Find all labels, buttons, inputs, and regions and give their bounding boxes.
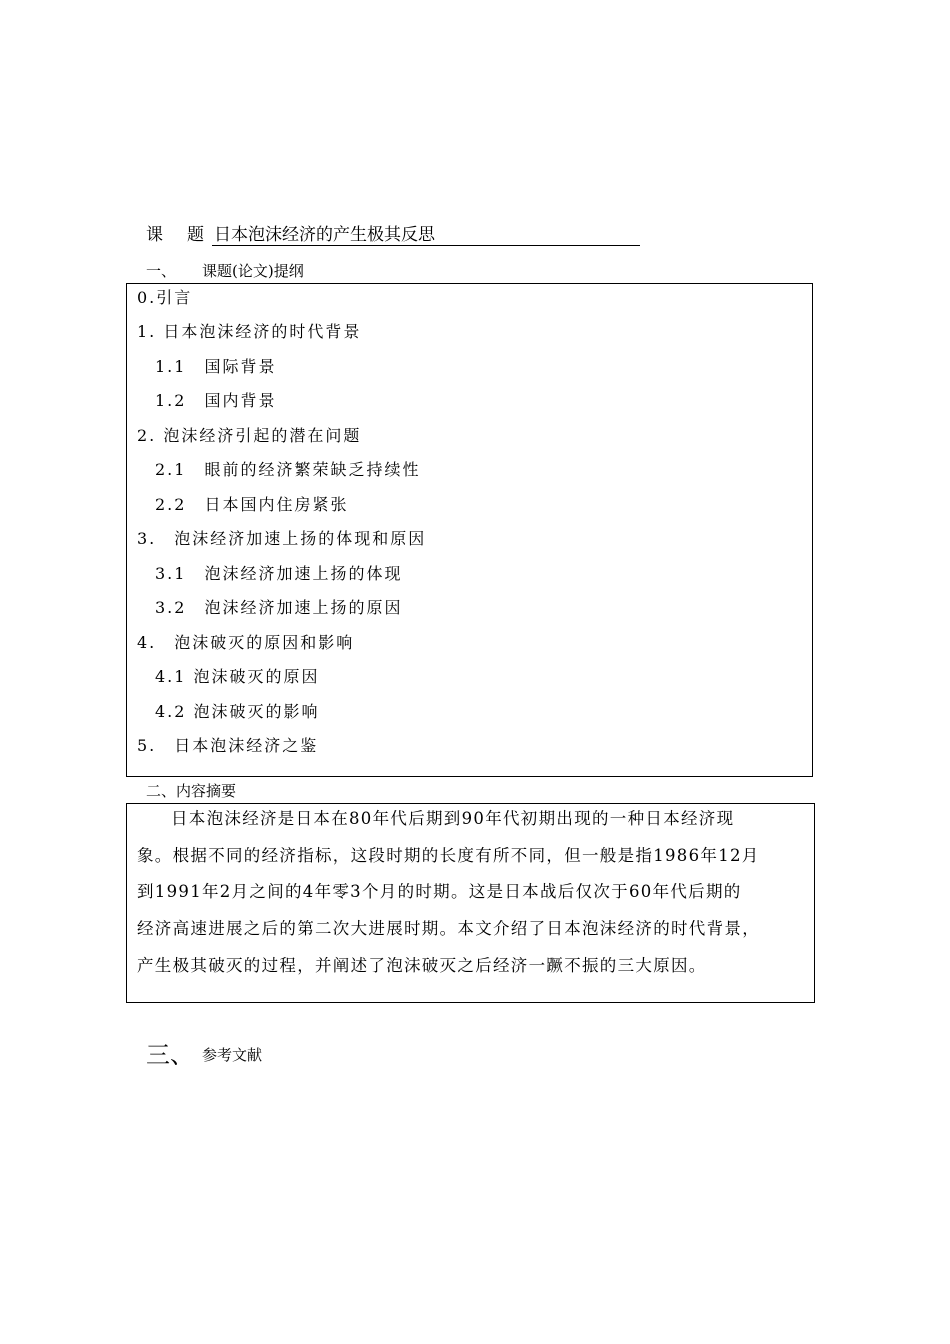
outline-item: 1.1 国际背景: [155, 357, 277, 376]
outline-item: 3. 泡沫经济加速上扬的体现和原因: [137, 529, 427, 548]
abstract-line: 到1991年2月之间的4年零3个月的时期。这是日本战后仅次于60年代后期的: [137, 882, 742, 901]
abstract-line: 产生极其破灭的过程，并阐述了泡沫破灭之后经济一蹶不振的三大原因。: [137, 956, 707, 975]
outline-item: 3.2 泡沫经济加速上扬的原因: [155, 598, 403, 617]
abstract-line: 日本泡沫经济是日本在80年代后期到90年代初期出现的一种日本经济现: [171, 809, 735, 828]
title-label-char-1: 课: [146, 225, 163, 245]
outline-item: 4. 泡沫破灭的原因和影响: [137, 633, 355, 652]
title-label: [146, 225, 204, 245]
outline-item: 1. 日本泡沫经济的时代背景: [137, 322, 362, 341]
outline-item: 3.1 泡沫经济加速上扬的体现: [155, 564, 403, 583]
title-label-char-2: 题: [187, 225, 204, 245]
outline-item: 4.1 泡沫破灭的原因: [155, 667, 320, 686]
outline-item: 2. 泡沫经济引起的潜在问题: [137, 426, 362, 445]
title-value: 日本泡沫经济的产生极其反思: [212, 225, 640, 246]
section-heading-abstract: 二、内容摘要: [146, 782, 237, 800]
title-line: [146, 224, 640, 246]
section-number-1: 一、: [146, 262, 177, 280]
section-heading-outline: [146, 262, 304, 280]
outline-item: 1.2 国内背景: [155, 391, 277, 410]
outline-item: 4.2 泡沫破灭的影响: [155, 702, 320, 721]
abstract-box: [126, 803, 815, 1003]
section-number-3: 三、: [146, 1041, 194, 1069]
abstract-line: 象。根据不同的经济指标，这段时期的长度有所不同，但一般是指1986年12月: [137, 846, 760, 865]
outline-item: 2.1 眼前的经济繁荣缺乏持续性: [155, 460, 421, 479]
abstract-line: 经济高速进展之后的第二次大进展时期。本文介绍了日本泡沫经济的时代背景，: [137, 919, 760, 938]
outline-box: [126, 283, 813, 777]
section-title-references: 参考文献: [202, 1046, 263, 1064]
section-title-outline: 课题(论文)提纲: [202, 262, 304, 280]
outline-item: 5. 日本泡沫经济之鉴: [137, 736, 319, 755]
outline-item: 0.引言: [137, 288, 193, 307]
outline-item: 2.2 日本国内住房紧张: [155, 495, 349, 514]
section-heading-references: [146, 1040, 262, 1070]
